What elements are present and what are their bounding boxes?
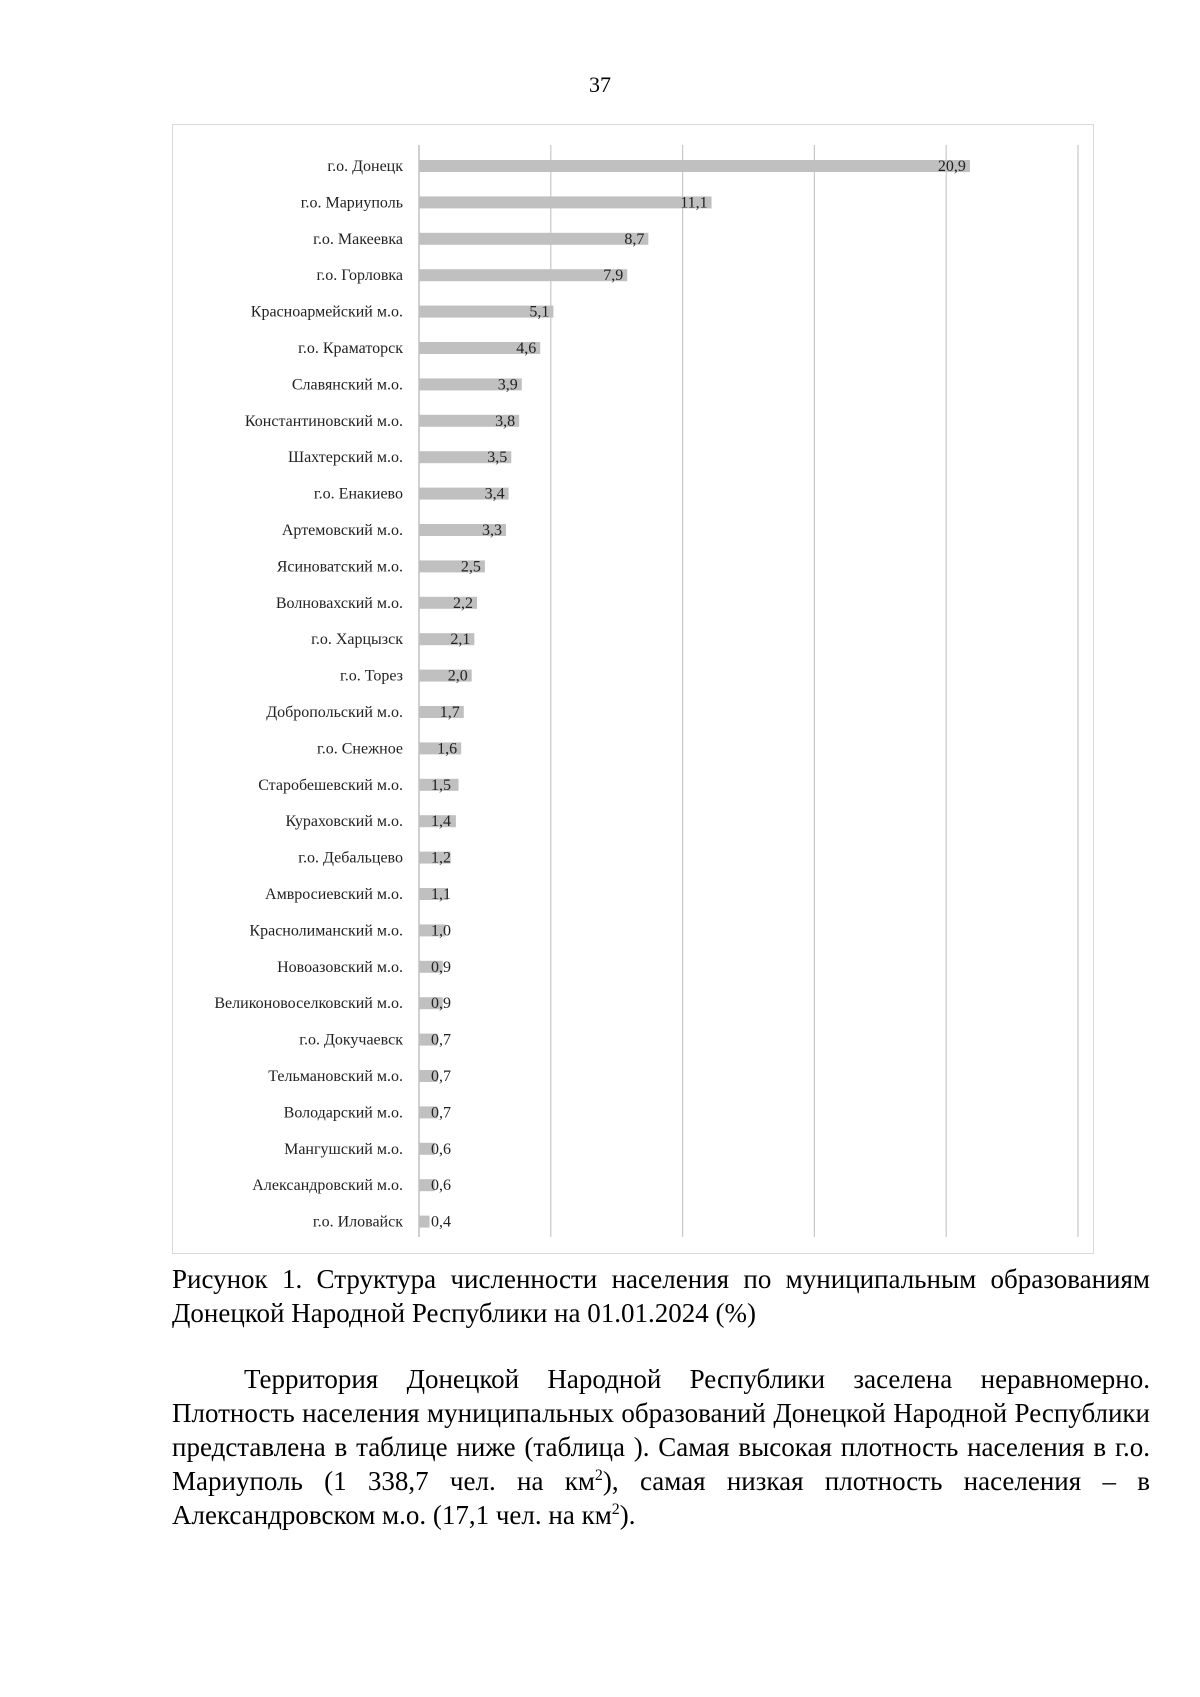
bar bbox=[419, 233, 648, 245]
category-label: Добропольский м.о. bbox=[266, 704, 403, 721]
data-label: 8,7 bbox=[624, 230, 645, 248]
data-label: 0,7 bbox=[431, 1031, 451, 1049]
category-label: г.о. Снежное bbox=[316, 740, 403, 758]
paragraph-text-1: Территория Донецкой Народной Республики заселена неравномерно. Плотность населения муниципальных образований Донецкой Народной Республики представлена в таблице ниже (таблица ). Самая высокая плотность населения в г.о. Мариуполь (1 338,7 чел. на км bbox=[172, 1364, 1150, 1496]
category-label: Александровский м.о. bbox=[252, 1177, 403, 1195]
category-label: Кураховский м.о. bbox=[285, 813, 403, 831]
category-label: Славянский м.о. bbox=[291, 376, 403, 394]
data-label: 1,5 bbox=[431, 776, 451, 794]
category-label: Володарский м.о. bbox=[283, 1104, 403, 1122]
category-label: г.о. Харцызск bbox=[311, 631, 403, 649]
category-label: Мангушский м.о. bbox=[284, 1140, 403, 1158]
data-label: 0,7 bbox=[431, 1068, 451, 1085]
data-label: 1,2 bbox=[431, 849, 451, 867]
data-label: 3,9 bbox=[497, 376, 518, 394]
data-label: 1,4 bbox=[431, 813, 451, 831]
category-label: Артемовский м.о. bbox=[281, 522, 403, 539]
category-label: г.о. Дебальцево bbox=[298, 849, 403, 867]
data-label: 3,5 bbox=[487, 449, 508, 467]
category-label: Великоновоселковский м.о. bbox=[214, 995, 403, 1013]
data-label: 20,9 bbox=[937, 158, 966, 175]
data-label: 0,6 bbox=[431, 1177, 451, 1195]
data-label: 0,7 bbox=[431, 1104, 451, 1122]
category-label: Константиновский м.о. bbox=[244, 412, 403, 430]
data-label: 1,1 bbox=[431, 886, 451, 903]
page-number: 37 bbox=[589, 72, 611, 97]
category-label: Волновахский м.о. bbox=[275, 594, 403, 612]
category-label: г.о. Докучаевск bbox=[299, 1031, 403, 1049]
bar bbox=[419, 1216, 430, 1228]
data-label: 11,1 bbox=[680, 194, 708, 212]
category-label: г.о. Краматорск bbox=[298, 340, 403, 357]
data-label: 2,0 bbox=[447, 667, 468, 685]
category-label: Новоазовский м.о. bbox=[277, 958, 403, 976]
figure-caption: Рисунок 1. Структура численности населения по муниципальным образованиям Донецкой Народной Республики на 01.01.2024 (%) bbox=[172, 1264, 1150, 1328]
category-label: Ясиноватский м.о. bbox=[276, 558, 403, 576]
category-label: г.о. Донецк bbox=[327, 158, 403, 175]
data-label: 1,0 bbox=[431, 922, 451, 940]
category-label: Старобешевский м.о. bbox=[258, 776, 403, 794]
data-label: 0,9 bbox=[431, 958, 451, 976]
chart-frame bbox=[172, 124, 1094, 1254]
category-label: г.о. Иловайск bbox=[312, 1213, 403, 1231]
category-label: Амвросиевский м.о. bbox=[265, 886, 403, 903]
superscript-2: 2 bbox=[611, 1501, 620, 1518]
paragraph-text-3: ). bbox=[619, 1500, 636, 1530]
category-label: Шахтерский м.о. bbox=[287, 449, 403, 467]
data-label: 2,1 bbox=[450, 631, 471, 649]
body-paragraph bbox=[172, 1362, 1150, 1532]
bar bbox=[419, 160, 970, 172]
data-label: 1,7 bbox=[439, 704, 460, 721]
data-label: 7,9 bbox=[603, 267, 624, 285]
data-label: 3,8 bbox=[495, 412, 516, 430]
paragraph-text-2: ), самая низкая плотность населения – в Александровском м.о. (17,1 чел. на км bbox=[172, 1466, 1150, 1530]
data-label: 4,6 bbox=[516, 340, 537, 357]
data-label: 5,1 bbox=[529, 303, 550, 321]
category-label: г.о. Мариуполь bbox=[300, 194, 403, 212]
category-label: г.о. Енакиево bbox=[313, 485, 403, 503]
data-label: 3,3 bbox=[481, 522, 502, 539]
population-bar-chart bbox=[173, 125, 1095, 1255]
superscript-1: 2 bbox=[594, 1467, 603, 1484]
data-label: 2,5 bbox=[460, 558, 481, 576]
category-label: г.о. Макеевка bbox=[313, 230, 403, 248]
data-label: 0,9 bbox=[431, 995, 451, 1013]
data-label: 2,2 bbox=[452, 594, 473, 612]
data-label: 0,6 bbox=[431, 1140, 451, 1158]
category-label: Красноармейский м.о. bbox=[250, 303, 403, 321]
data-label: 1,6 bbox=[437, 740, 458, 758]
category-label: г.о. Торез bbox=[340, 667, 403, 685]
data-label: 3,4 bbox=[484, 485, 505, 503]
data-label: 0,4 bbox=[431, 1213, 451, 1231]
bar bbox=[419, 269, 627, 281]
category-label: Тельмановский м.о. bbox=[268, 1068, 403, 1085]
category-label: г.о. Горловка bbox=[316, 267, 403, 285]
bar bbox=[419, 196, 712, 208]
category-label: Краснолиманский м.о. bbox=[249, 922, 403, 940]
